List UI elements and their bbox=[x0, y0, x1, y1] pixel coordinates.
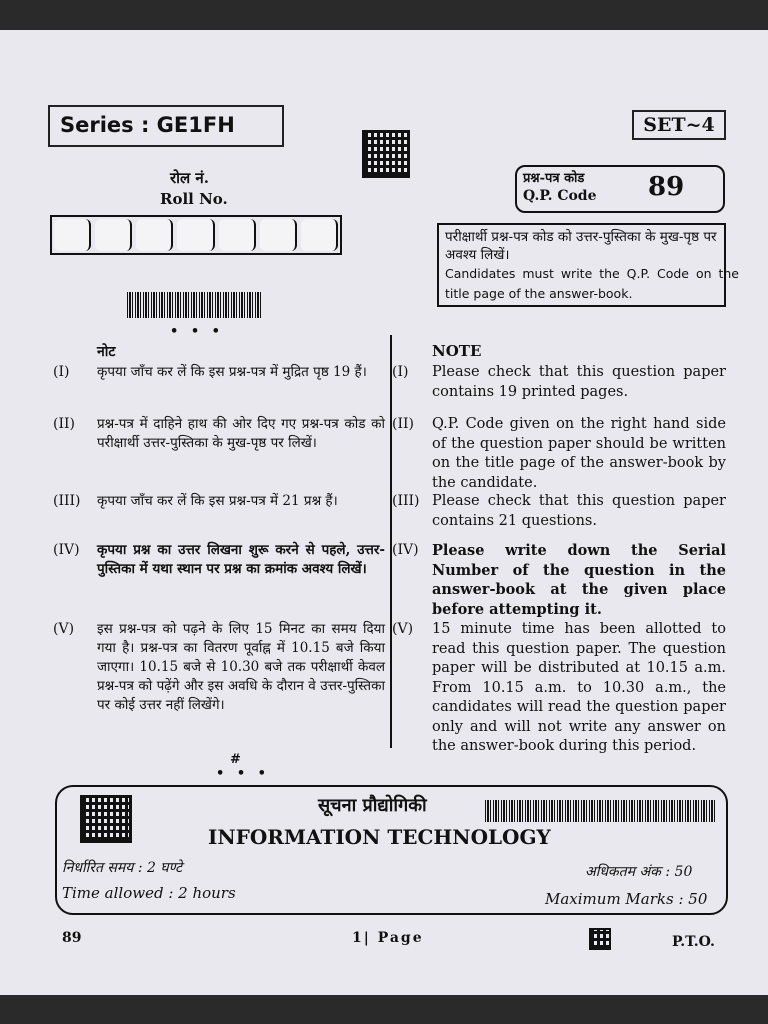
candidate-instruction-hindi: परीक्षार्थी प्रश्न-पत्र कोड को उत्तर-पुस्तिका के मुख-पृष्ठ पर अवश्य लिखें। bbox=[445, 229, 717, 263]
note-item-english bbox=[392, 415, 726, 493]
hash-mark: # bbox=[230, 752, 245, 767]
time-allowed: Time allowed : 2 hours bbox=[62, 884, 236, 902]
roll-number-boxes bbox=[50, 215, 342, 255]
pto-label: P.T.O. bbox=[672, 934, 715, 950]
note-item-text: Please check that this question paper contains 21 questions. bbox=[432, 493, 726, 529]
note-item-text: कृपया जाँच कर लें कि इस प्रश्न-पत्र में 21 प्रश्न हैं। bbox=[97, 493, 338, 509]
roll-no-label: Roll No. bbox=[160, 190, 228, 208]
dots-separator: • • • bbox=[170, 324, 224, 339]
note-heading: NOTE bbox=[432, 342, 482, 360]
note-item-hindi bbox=[53, 415, 385, 453]
set-label: SET~4 bbox=[632, 110, 726, 140]
barcode-icon bbox=[485, 800, 715, 822]
note-heading-hindi: नोट bbox=[97, 344, 116, 360]
candidate-instruction-english: Candidates must write the Q.P. Code on the title page of the answer-book. bbox=[445, 266, 739, 301]
note-item-hindi bbox=[53, 620, 385, 715]
note-item-number: (I) bbox=[392, 364, 409, 380]
note-item-hindi bbox=[53, 492, 385, 511]
note-item-text: इस प्रश्न-पत्र को पढ़ने के लिए 15 मिनट का समय दिया गया है। प्रश्न-पत्र का वितरण पूर्वाह्न में 10.15 बजे किया जाएगा। 10.15 बजे से 10.30 बजे तक परीक्षार्थी केवल प्रश्न-पत्र को पढ़ेंगे और इस अवधि के दौरान वे उत्तर-पुस्तिका पर कोई उत्तर नहीं लिखेंगे। bbox=[97, 621, 385, 713]
note-item-number: (IV) bbox=[392, 542, 419, 558]
note-item-number: (V) bbox=[53, 621, 75, 637]
note-item-text: Please check that this question paper contains 19 printed pages. bbox=[432, 364, 726, 400]
note-item-text: Please write down the Serial Number of the question in the answer-book at the given place before attempting it. bbox=[432, 542, 726, 618]
qp-code-value: 89 bbox=[648, 172, 685, 202]
note-item-text: Q.P. Code given on the right hand side of the question paper should be written on the title page of the answer-book by the candidate. bbox=[432, 416, 726, 491]
note-item-number: (I) bbox=[53, 364, 70, 380]
qr-code-icon bbox=[80, 795, 132, 843]
qr-code-icon bbox=[362, 130, 410, 178]
note-item-text: कृपया प्रश्न का उत्तर लिखना शुरू करने से पहले, उत्तर-पुस्तिका में यथा स्थान पर प्रश्न का क्रमांक अवश्य लिखें। bbox=[97, 542, 385, 577]
note-item-english bbox=[392, 363, 726, 402]
note-item-english bbox=[392, 492, 726, 531]
note-item-hindi bbox=[53, 541, 385, 579]
note-item-number: (III) bbox=[53, 493, 81, 509]
candidate-instruction-box bbox=[437, 223, 739, 307]
time-allowed-hindi: निर्धारित समय : 2 घण्टे bbox=[62, 860, 183, 876]
note-item-text: कृपया जाँच कर लें कि इस प्रश्न-पत्र में मुद्रित पृष्ठ 19 हैं। bbox=[97, 364, 367, 380]
note-item-number: (IV) bbox=[53, 542, 80, 558]
dots-separator-bottom: • • • bbox=[216, 766, 270, 781]
note-item-number: (II) bbox=[53, 416, 75, 432]
note-item-text: 15 minute time has been allotted to read this question paper. The question paper will be distributed at 10.15 a.m. From 10.15 a.m. to 10.30 a.m., the candidates will read the question paper only and will not write any answer on the answer-book during this period. bbox=[432, 621, 726, 754]
subject-title: INFORMATION TECHNOLOGY bbox=[208, 825, 551, 849]
note-item-english bbox=[392, 620, 726, 757]
note-item-text: प्रश्न-पत्र में दाहिने हाथ की ओर दिए गए प्रश्न-पत्र कोड को परीक्षार्थी उत्तर-पुस्तिका के मुख-पृष्ठ पर लिखें। bbox=[97, 416, 385, 451]
footer-code: 89 bbox=[62, 930, 82, 946]
qp-code-label-hindi: प्रश्न-पत्र कोड bbox=[523, 171, 585, 186]
roll-no-label-hindi: रोल नं. bbox=[170, 169, 209, 187]
note-item-english bbox=[392, 541, 726, 619]
note-item-hindi bbox=[53, 363, 385, 382]
page-number: 1| Page bbox=[352, 930, 424, 946]
note-item-number: (V) bbox=[392, 621, 414, 637]
note-item-number: (II) bbox=[392, 416, 414, 432]
maximum-marks: Maximum Marks : 50 bbox=[545, 890, 708, 908]
series-label: Series : GE1FH bbox=[48, 105, 284, 147]
qp-code-label: Q.P. Code bbox=[523, 188, 597, 204]
maximum-marks-hindi: अधिकतम अंक : 50 bbox=[585, 864, 693, 880]
subject-title-hindi: सूचना प्रौद्योगिकी bbox=[318, 795, 427, 816]
barcode-icon bbox=[127, 292, 263, 318]
note-item-number: (III) bbox=[392, 493, 420, 509]
qr-code-icon bbox=[589, 928, 611, 950]
